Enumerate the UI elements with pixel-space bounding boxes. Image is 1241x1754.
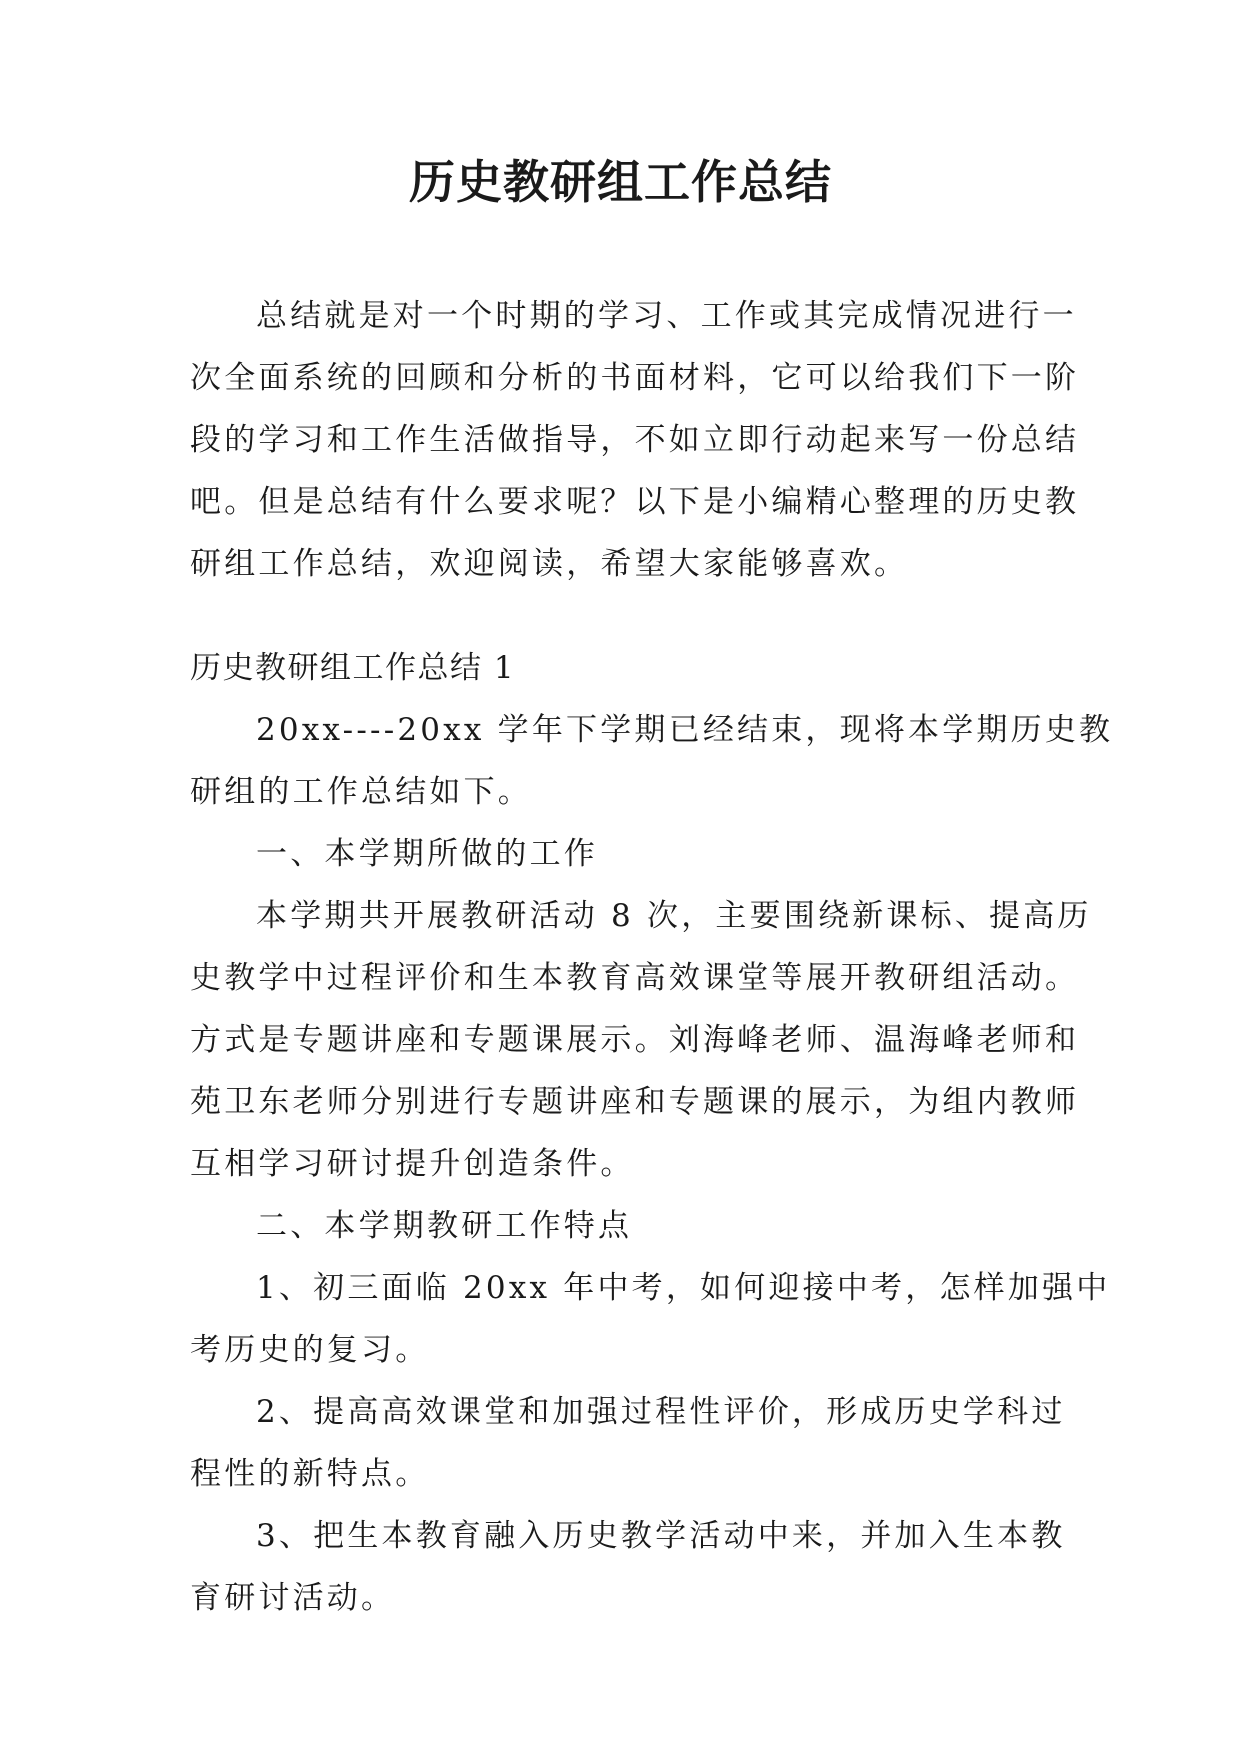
intro-paragraph <box>190 285 1080 595</box>
intro-line: 总结就是对一个时期的学习、工作或其完成情况进行一 <box>256 298 1077 334</box>
paragraph-line: 3、把生本教育融入历史教学活动中来，并加入生本教 <box>256 1518 1066 1554</box>
paragraph-line: 考历史的复习。 <box>190 1332 430 1368</box>
intro-line: 段的学习和工作生活做指导，不如立即行动起来写一份总结 <box>190 422 1080 458</box>
subheading-line: 一、本学期所做的工作 <box>256 836 598 872</box>
paragraph-line: 互相学习研讨提升创造条件。 <box>190 1146 635 1182</box>
document-title: 历史教研组工作总结 <box>409 155 832 209</box>
section-title: 历史教研组工作总结 1 <box>190 650 516 686</box>
paragraph-line: 1、初三面临 20xx 年中考，如何迎接中考，怎样加强中 <box>256 1270 1111 1306</box>
paragraph-line: 苑卫东老师分别进行专题讲座和专题课的展示，为组内教师 <box>190 1084 1080 1120</box>
paragraph-spacer <box>190 595 1070 637</box>
paragraph-line: 方式是专题讲座和专题课展示。刘海峰老师、温海峰老师和 <box>190 1022 1080 1058</box>
body-paragraph <box>190 1257 1111 1381</box>
paragraph-line: 研组的工作总结如下。 <box>190 774 532 810</box>
paragraph-line: 史教学中过程评价和生本教育高效课堂等展开教研组活动。 <box>190 960 1080 996</box>
paragraph-line: 程性的新特点。 <box>190 1456 430 1492</box>
intro-line: 次全面系统的回顾和分析的书面材料，它可以给我们下一阶 <box>190 360 1080 396</box>
paragraph-line: 2、提高高效课堂和加强过程性评价，形成历史学科过 <box>256 1394 1066 1430</box>
body-paragraph <box>190 1195 1070 1257</box>
document-body <box>190 285 1114 1629</box>
body-paragraph <box>190 1505 1070 1629</box>
subheading-line: 二、本学期教研工作特点 <box>256 1208 633 1244</box>
body-paragraph <box>190 1381 1070 1505</box>
intro-line: 研组工作总结，欢迎阅读，希望大家能够喜欢。 <box>190 546 909 582</box>
paragraph-line: 20xx----20xx 学年下学期已经结束，现将本学期历史教 <box>256 712 1114 748</box>
body-paragraph <box>190 823 1070 885</box>
body-paragraph <box>190 699 1114 823</box>
paragraph-line: 育研讨活动。 <box>190 1580 396 1616</box>
intro-line: 吧。但是总结有什么要求呢？以下是小编精心整理的历史教 <box>190 484 1080 520</box>
body-paragraph <box>190 885 1092 1195</box>
paragraph-line: 本学期共开展教研活动 8 次，主要围绕新课标、提高历 <box>256 898 1092 934</box>
